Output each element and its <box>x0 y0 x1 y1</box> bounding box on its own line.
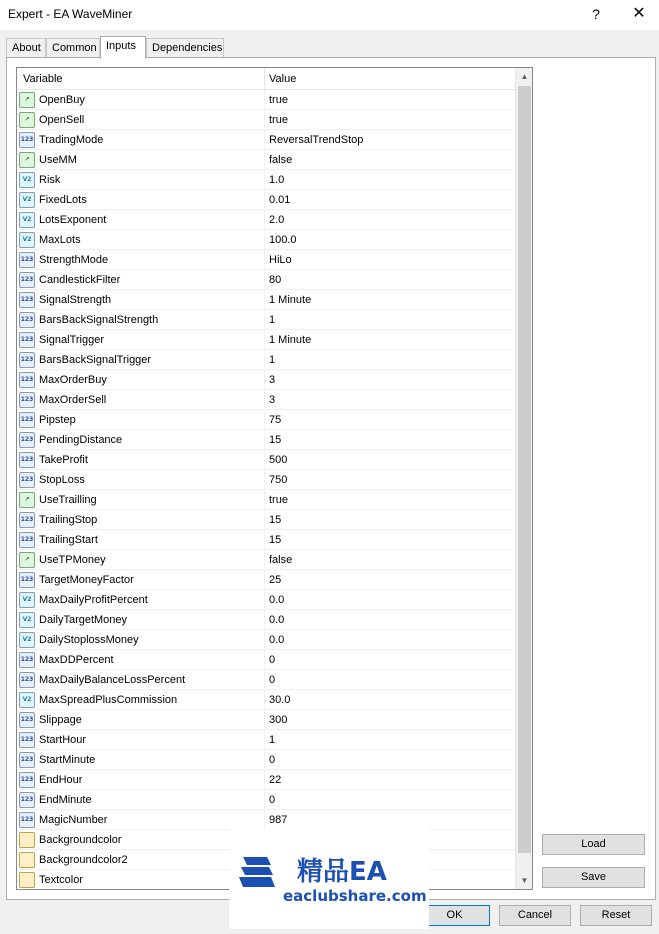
variable-name: Slippage <box>39 714 82 726</box>
table-row[interactable] <box>17 730 515 750</box>
table-row[interactable] <box>17 550 515 570</box>
variable-name: EndMinute <box>39 794 92 806</box>
variable-name: MaxDDPercent <box>39 654 114 666</box>
int-type-icon: 123 <box>19 532 35 548</box>
variable-cell[interactable] <box>17 750 265 770</box>
value-cell[interactable]: 30.0 <box>269 694 291 706</box>
variable-cell[interactable] <box>17 150 265 170</box>
table-row[interactable] <box>17 590 515 610</box>
int-type-icon: 123 <box>19 332 35 348</box>
variable-name: LotsExponent <box>39 214 107 226</box>
value-cell[interactable]: 1 Minute <box>269 294 312 306</box>
variable-name: StartHour <box>39 734 87 746</box>
variable-name: Backgroundcolor <box>39 834 122 846</box>
color-type-icon <box>19 872 35 888</box>
watermark-overlay <box>229 829 429 929</box>
variable-cell[interactable] <box>17 790 265 810</box>
value-cell[interactable]: 300 <box>269 714 288 726</box>
table-row[interactable] <box>17 350 515 370</box>
int-type-icon: 123 <box>19 372 35 388</box>
variable-cell[interactable] <box>17 190 265 210</box>
variable-cell[interactable] <box>17 90 265 110</box>
variable-cell[interactable] <box>17 230 265 250</box>
int-type-icon: 123 <box>19 272 35 288</box>
table-row[interactable] <box>17 390 515 410</box>
dbl-type-icon: V2 <box>19 692 35 708</box>
variable-cell[interactable] <box>17 370 265 390</box>
value-cell[interactable]: 750 <box>269 474 288 486</box>
table-row[interactable] <box>17 790 515 810</box>
variable-name: Backgroundcolor2 <box>39 854 128 866</box>
value-cell[interactable]: 0.0 <box>269 594 285 606</box>
int-type-icon: 123 <box>19 252 35 268</box>
close-button[interactable]: ✕ <box>632 5 646 22</box>
bool-type-icon: ↗ <box>19 112 35 128</box>
variable-cell[interactable] <box>17 210 265 230</box>
dbl-type-icon: V2 <box>19 592 35 608</box>
variable-cell[interactable] <box>17 510 265 530</box>
int-type-icon: 123 <box>19 712 35 728</box>
value-cell[interactable]: 1 Minute <box>269 334 312 346</box>
table-row[interactable] <box>17 650 515 670</box>
value-cell[interactable]: 0 <box>269 654 276 666</box>
scroll-up-icon[interactable]: ▲ <box>520 72 529 81</box>
value-cell[interactable]: 0.0 <box>269 634 285 646</box>
int-type-icon: 123 <box>19 772 35 788</box>
variable-cell[interactable] <box>17 490 265 510</box>
table-row[interactable] <box>17 310 515 330</box>
color-type-icon <box>19 852 35 868</box>
variable-cell[interactable] <box>17 390 265 410</box>
table-row[interactable] <box>17 190 515 210</box>
value-cell[interactable]: 15 <box>269 514 282 526</box>
value-cell[interactable]: true <box>269 94 288 106</box>
table-row[interactable] <box>17 370 515 390</box>
variable-cell[interactable] <box>17 110 265 130</box>
table-row[interactable] <box>17 130 515 150</box>
table-row[interactable] <box>17 610 515 630</box>
value-cell[interactable]: 80 <box>269 274 282 286</box>
column-header-variable[interactable]: Variable <box>23 73 63 85</box>
variable-cell[interactable] <box>17 810 265 830</box>
value-cell[interactable]: HiLo <box>269 254 292 266</box>
variable-name: StartMinute <box>39 754 96 766</box>
variable-cell[interactable] <box>17 170 265 190</box>
table-row[interactable] <box>17 630 515 650</box>
int-type-icon: 123 <box>19 512 35 528</box>
value-cell[interactable]: ReversalTrendStop <box>269 134 364 146</box>
value-cell[interactable]: 75 <box>269 414 282 426</box>
variable-name: DailyStoplossMoney <box>39 634 139 646</box>
dbl-type-icon: V2 <box>19 612 35 628</box>
variable-cell[interactable] <box>17 670 265 690</box>
variable-cell[interactable] <box>17 850 265 870</box>
variable-cell[interactable] <box>17 570 265 590</box>
variable-cell[interactable] <box>17 650 265 670</box>
table-row[interactable] <box>17 750 515 770</box>
value-cell[interactable]: 3 <box>269 394 276 406</box>
bool-type-icon: ↗ <box>19 492 35 508</box>
tab-common[interactable]: Common <box>46 38 100 58</box>
value-cell[interactable]: 3 <box>269 374 276 386</box>
variable-cell[interactable] <box>17 550 265 570</box>
value-cell[interactable]: 15 <box>269 534 282 546</box>
inputs-grid <box>16 67 533 890</box>
variable-name: MaxOrderBuy <box>39 374 107 386</box>
variable-name: DailyTargetMoney <box>39 614 128 626</box>
bool-type-icon: ↗ <box>19 92 35 108</box>
bool-type-icon: ↗ <box>19 552 35 568</box>
int-type-icon: 123 <box>19 472 35 488</box>
value-cell[interactable]: 0 <box>269 794 276 806</box>
table-row[interactable] <box>17 490 515 510</box>
variable-cell[interactable] <box>17 270 265 290</box>
tab-strip <box>6 36 656 58</box>
table-row[interactable] <box>17 210 515 230</box>
variable-name: MaxSpreadPlusCommission <box>39 694 178 706</box>
value-cell[interactable]: 15 <box>269 434 282 446</box>
table-row[interactable] <box>17 410 515 430</box>
dbl-type-icon: V2 <box>19 632 35 648</box>
variable-name: MaxLots <box>39 234 81 246</box>
watermark-url: eaclubshare.com <box>283 887 427 905</box>
variable-name: CandlestickFilter <box>39 274 121 286</box>
variable-name: SignalTrigger <box>39 334 105 346</box>
variable-name: MagicNumber <box>39 814 108 826</box>
variable-name: TrailingStart <box>39 534 98 546</box>
int-type-icon: 123 <box>19 732 35 748</box>
value-cell[interactable]: 2.0 <box>269 214 285 226</box>
variable-name: PendingDistance <box>39 434 123 446</box>
value-cell[interactable]: 0 <box>269 674 276 686</box>
int-type-icon: 123 <box>19 672 35 688</box>
int-type-icon: 123 <box>19 572 35 588</box>
int-type-icon: 123 <box>19 132 35 148</box>
value-cell[interactable]: 1 <box>269 354 276 366</box>
dbl-type-icon: V2 <box>19 192 35 208</box>
variable-name: MaxDailyBalanceLossPercent <box>39 674 186 686</box>
int-type-icon: 123 <box>19 292 35 308</box>
value-cell[interactable]: 1.0 <box>269 174 285 186</box>
table-row[interactable] <box>17 450 515 470</box>
window-title: Expert - EA WaveMiner <box>8 7 133 21</box>
tab-dependencies[interactable]: Dependencies <box>146 38 224 58</box>
value-cell[interactable]: 25 <box>269 574 282 586</box>
variable-name: Textcolor <box>39 874 84 886</box>
variable-name: StrengthMode <box>39 254 109 266</box>
table-row[interactable] <box>17 330 515 350</box>
color-type-icon <box>19 832 35 848</box>
table-row[interactable] <box>17 230 515 250</box>
table-row[interactable] <box>17 570 515 590</box>
int-type-icon: 123 <box>19 752 35 768</box>
table-row[interactable] <box>17 270 515 290</box>
value-cell[interactable]: 1 <box>269 734 276 746</box>
int-type-icon: 123 <box>19 452 35 468</box>
column-header-value[interactable]: Value <box>269 73 297 85</box>
table-row[interactable] <box>17 90 515 110</box>
variable-cell[interactable] <box>17 710 265 730</box>
dbl-type-icon: V2 <box>19 172 35 188</box>
table-row[interactable] <box>17 170 515 190</box>
bool-type-icon: ↗ <box>19 152 35 168</box>
value-cell[interactable]: 0 <box>269 754 276 766</box>
variable-name: BarsBackSignalStrength <box>39 314 159 326</box>
tab-inputs[interactable]: Inputs <box>100 36 146 59</box>
variable-cell[interactable] <box>17 430 265 450</box>
reset-button[interactable]: Reset <box>580 905 652 926</box>
variable-cell[interactable] <box>17 310 265 330</box>
title-bar <box>0 0 659 30</box>
variable-cell[interactable] <box>17 250 265 270</box>
value-cell[interactable]: 100.0 <box>269 234 297 246</box>
variable-name: TrailingStop <box>39 514 98 526</box>
variable-cell[interactable] <box>17 610 265 630</box>
variable-name: UseTPMoney <box>39 554 106 566</box>
int-type-icon: 123 <box>19 412 35 428</box>
table-row[interactable] <box>17 250 515 270</box>
variable-cell[interactable] <box>17 690 265 710</box>
table-row[interactable] <box>17 510 515 530</box>
variable-cell[interactable] <box>17 130 265 150</box>
variable-name: MaxDailyProfitPercent <box>39 594 148 606</box>
variable-name: OpenBuy <box>39 94 85 106</box>
help-button[interactable]: ? <box>592 6 600 22</box>
int-type-icon: 123 <box>19 652 35 668</box>
dbl-type-icon: V2 <box>19 232 35 248</box>
variable-cell[interactable] <box>17 770 265 790</box>
variable-cell[interactable] <box>17 290 265 310</box>
value-cell[interactable]: 1 <box>269 314 276 326</box>
dbl-type-icon: V2 <box>19 212 35 228</box>
variable-name: UseTrailling <box>39 494 97 506</box>
int-type-icon: 123 <box>19 432 35 448</box>
tab-about[interactable]: About <box>6 38 46 58</box>
variable-cell[interactable] <box>17 450 265 470</box>
value-cell[interactable]: true <box>269 494 288 506</box>
scroll-thumb[interactable] <box>518 86 531 853</box>
variable-cell[interactable] <box>17 630 265 650</box>
variable-name: FixedLots <box>39 194 87 206</box>
variable-cell[interactable] <box>17 530 265 550</box>
column-separator[interactable] <box>264 68 265 90</box>
variable-name: TargetMoneyFactor <box>39 574 134 586</box>
variable-name: SignalStrength <box>39 294 112 306</box>
variable-cell[interactable] <box>17 730 265 750</box>
table-row[interactable] <box>17 150 515 170</box>
table-row[interactable] <box>17 670 515 690</box>
ok-button[interactable]: OK <box>419 905 490 926</box>
variable-name: MaxOrderSell <box>39 394 107 406</box>
grid-rows <box>17 90 515 890</box>
grid-header <box>17 68 515 90</box>
table-row[interactable] <box>17 710 515 730</box>
table-row[interactable] <box>17 470 515 490</box>
table-row[interactable] <box>17 110 515 130</box>
variable-name: TradingMode <box>39 134 104 146</box>
watermark-title: 精品EA <box>297 857 387 887</box>
variable-cell[interactable] <box>17 350 265 370</box>
variable-name: Pipstep <box>39 414 76 426</box>
vertical-scrollbar[interactable] <box>515 68 532 889</box>
table-row[interactable] <box>17 430 515 450</box>
table-row[interactable] <box>17 290 515 310</box>
save-button[interactable]: Save <box>542 867 645 888</box>
table-row[interactable] <box>17 530 515 550</box>
variable-name: EndHour <box>39 774 83 786</box>
variable-cell[interactable] <box>17 330 265 350</box>
variable-name: StopLoss <box>39 474 85 486</box>
variable-name: UseMM <box>39 154 77 166</box>
value-cell[interactable]: false <box>269 554 293 566</box>
variable-name: OpenSell <box>39 114 85 126</box>
value-cell[interactable]: 987 <box>269 814 288 826</box>
variable-cell[interactable] <box>17 590 265 610</box>
value-cell[interactable]: 500 <box>269 454 288 466</box>
value-cell[interactable]: 0.0 <box>269 614 285 626</box>
variable-cell[interactable] <box>17 470 265 490</box>
value-cell[interactable]: 0.01 <box>269 194 291 206</box>
table-row[interactable] <box>17 810 515 830</box>
variable-name: BarsBackSignalTrigger <box>39 354 152 366</box>
variable-cell[interactable] <box>17 410 265 430</box>
cancel-button[interactable]: Cancel <box>499 905 571 926</box>
int-type-icon: 123 <box>19 792 35 808</box>
int-type-icon: 123 <box>19 812 35 828</box>
table-row[interactable] <box>17 770 515 790</box>
scroll-down-icon[interactable]: ▼ <box>520 876 529 885</box>
int-type-icon: 123 <box>19 312 35 328</box>
value-cell[interactable]: 22 <box>269 774 282 786</box>
variable-name: TakeProfit <box>39 454 88 466</box>
variable-name: Risk <box>39 174 61 186</box>
table-row[interactable] <box>17 690 515 710</box>
value-cell[interactable]: true <box>269 114 288 126</box>
int-type-icon: 123 <box>19 392 35 408</box>
variable-cell[interactable] <box>17 830 265 850</box>
value-cell[interactable]: false <box>269 154 293 166</box>
variable-cell[interactable] <box>17 870 265 890</box>
watermark-logo-icon <box>237 853 277 893</box>
load-button[interactable]: Load <box>542 834 645 855</box>
int-type-icon: 123 <box>19 352 35 368</box>
